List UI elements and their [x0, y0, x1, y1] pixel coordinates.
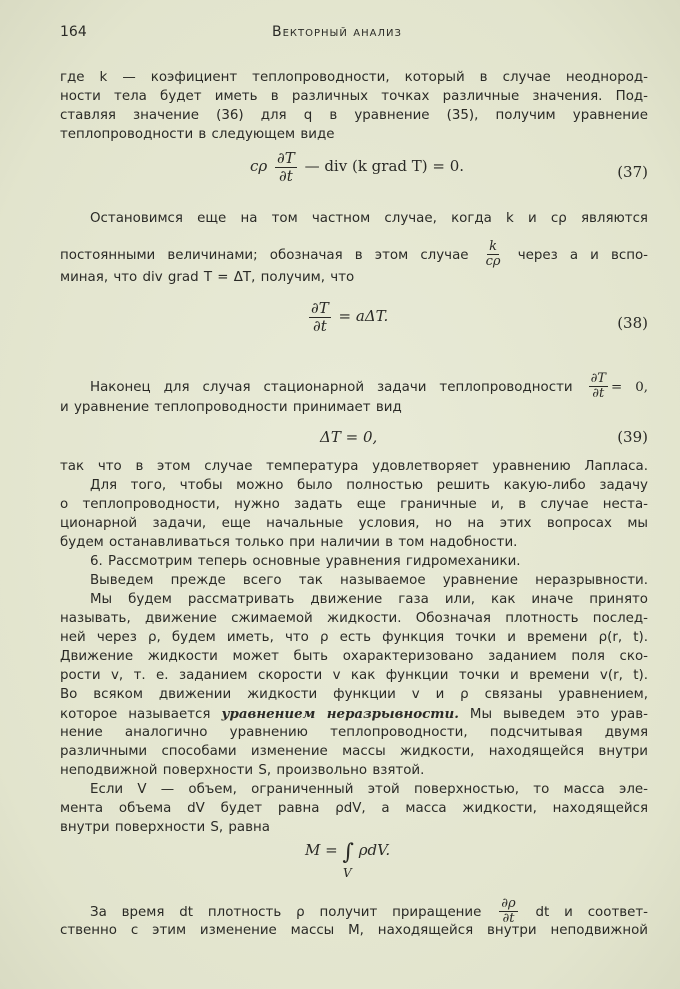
eq38-num: ∂T [311, 299, 329, 317]
text-segment: Наконец для случая стационарной задачи теплопроводности [90, 379, 573, 395]
eq37-coef: cρ [250, 157, 268, 175]
text-line: нение аналогично уравнению теплопроводности, подсчитывая двумя [60, 725, 648, 740]
dT-dt-fraction [589, 372, 608, 402]
text-line: Мы будем рассматривать движение газа или, как иначе принято [90, 592, 648, 607]
text-line: ней через ρ, будем иметь, что ρ есть функция точки и времени ρ(r, t). [60, 630, 648, 645]
integral-sign: ∫ [342, 840, 354, 865]
k-over-c-rho-fraction [484, 240, 503, 270]
frac-den: cρ [485, 254, 501, 270]
eq37-den: ∂t [279, 166, 293, 185]
text-line: будем останавливаться только при наличии в том надобности. [60, 535, 518, 550]
text-segment: За время dt плотность ρ получит приращение [90, 904, 482, 920]
mass-integral-equation [305, 840, 390, 865]
eq-integrand: ρdV. [358, 841, 391, 859]
eq37-rest: — div (k grad T) = 0. [304, 157, 465, 175]
text-line: различными способами изменение массы жидкости, находящейся внутри [60, 744, 648, 759]
frac-num: k [489, 239, 498, 254]
emphasized-term: уравнением неразрывности. [221, 706, 459, 722]
text-line: Для того, чтобы можно было полностью решить какую-либо задачу [90, 478, 648, 493]
text-line: где k — коэфициент теплопроводности, который в случае неоднород- [60, 70, 648, 85]
text-line: мента объема dV будет равна ρdV, а масса жидкости, находящейся [60, 801, 648, 816]
frac-num: ∂T [590, 371, 606, 386]
text-line: Выведем прежде всего так называемое уравнение неразрывности. [90, 573, 648, 588]
text-line: Движение жидкости может быть охарактеризовано заданием поля ско- [60, 649, 648, 664]
text-line [60, 705, 648, 723]
eq38-rest: = aΔT. [338, 307, 389, 325]
eq38-fraction [309, 300, 331, 334]
text-line: Во всяком движении жидкости функции v и ρ связаны уравнением, [60, 687, 648, 702]
text-segment: Мы выведем это урав- [469, 707, 648, 722]
eq-lhs: M = [305, 841, 338, 859]
text-segment: через a и вспо- [517, 247, 649, 263]
frac-num: ∂ρ [501, 896, 516, 911]
equation-number-39: (39) [617, 428, 648, 446]
text-line: рости v, т. е. заданием скорости v как функции точки и времени v(r, t). [60, 668, 648, 683]
text-segment: которое называется [60, 707, 211, 722]
text-line: ственно с этим изменение массы M, находящейся внутри неподвижной [60, 923, 648, 938]
text-segment: dt и соответ- [535, 904, 649, 920]
text-line: называть, движение сжимаемой жидкости. Обозначая плотность послед- [60, 611, 648, 626]
text-line: ставляя значение (36) для q в уравнение (35), получим уравнение [60, 108, 648, 123]
text-line [90, 896, 649, 927]
eq38-den: ∂t [312, 316, 327, 335]
text-line [90, 371, 648, 402]
eq37-num: ∂T [277, 149, 295, 167]
page-number: 164 [60, 24, 87, 40]
equation-number-37: (37) [617, 163, 648, 181]
equation-37 [250, 150, 464, 184]
text-segment: постоянными величинами; обозначая в этом случае [60, 247, 469, 263]
integral-domain: V [343, 866, 352, 880]
running-title: Векторный анализ [272, 24, 402, 40]
text-line: о теплопроводности, нужно задать еще граничные и, в случае неста- [60, 497, 648, 512]
text-line: ционарной задачи, еще начальные условия, но на этих вопросах мы [60, 516, 648, 531]
text-line: и уравнение теплопроводности принимает вид [60, 400, 402, 415]
section-heading-6: 6. Рассмотрим теперь основные уравнения гидромеханики. [90, 554, 521, 569]
text-line: теплопроводности в следующем виде [60, 127, 335, 142]
equation-39: ΔT = 0, [320, 428, 378, 446]
text-line: так что в этом случае температура удовлетворяет уравнению Лапласа. [60, 459, 648, 474]
text-line: ности тела будет иметь в различных точках различные значения. Под- [60, 89, 648, 104]
text-line: миная, что div grad T = ΔT, получим, что [60, 270, 355, 285]
text-line: внутри поверхности S, равна [60, 820, 270, 835]
eq37-fraction [275, 150, 297, 184]
text-line: Остановимся еще на том частном случае, когда k и cρ являются [90, 211, 648, 226]
text-line: неподвижной поверхности S, произвольно взятой. [60, 763, 425, 778]
equation-number-38: (38) [617, 314, 648, 332]
frac-den: ∂t [502, 911, 515, 927]
frac-den: ∂t [592, 386, 605, 402]
text-line: Если V — объем, ограниченный этой поверхностью, то масса эле- [90, 782, 648, 797]
equation-38 [306, 300, 388, 334]
text-segment: = 0, [610, 379, 648, 395]
